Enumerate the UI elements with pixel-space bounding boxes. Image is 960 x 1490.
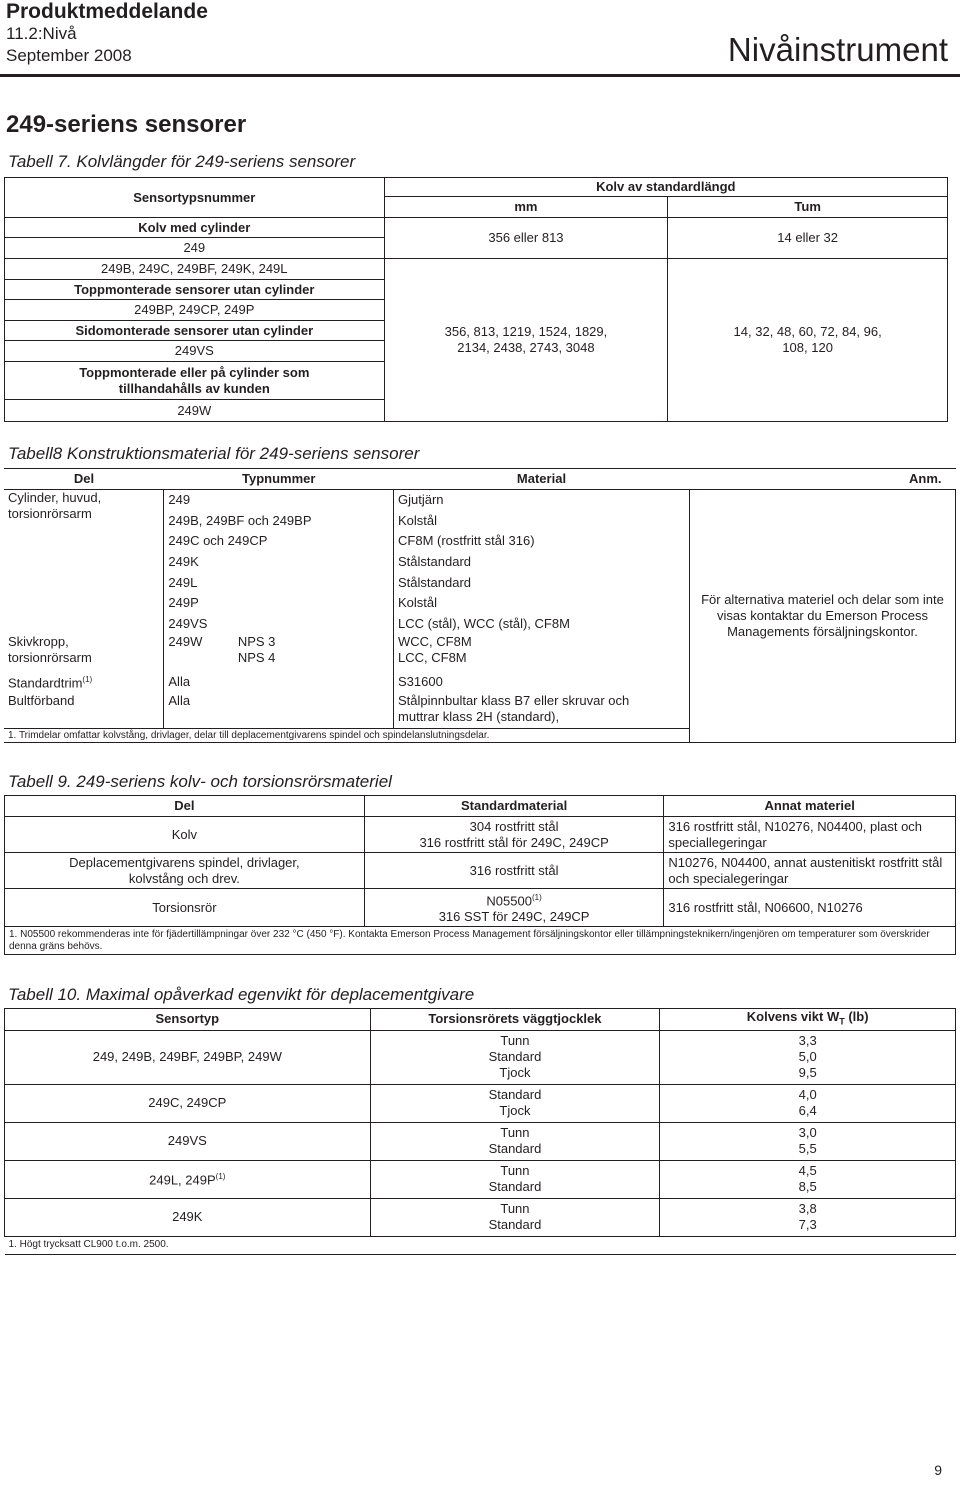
table8-del-bult: Bultförband <box>8 692 75 708</box>
table7-row: 249W <box>5 400 385 422</box>
table8-typ: Alla <box>164 693 394 729</box>
table10-typ: 249L, $249P^{(1)}$ <box>5 1160 371 1198</box>
table9-caption: Tabell 9. 249-seriens kolv- och torsionsrörsmateriel <box>8 772 392 791</box>
table8-typ: Alla <box>164 672 394 693</box>
table10-vikt: 4,5 8,5 <box>660 1160 956 1198</box>
table10-typ: 249C, 249CP <box>5 1084 371 1122</box>
table8-head-del: Del <box>73 471 95 486</box>
table10-caption: Tabell 10. Maximal opåverkad egenvikt för deplacementgivare <box>8 985 475 1004</box>
table8-material: Stålstandard <box>394 573 690 593</box>
table8 <box>4 468 956 743</box>
table10-typ: 249, 249B, 249BF, 249BP, 249W <box>5 1030 371 1084</box>
table10-vikt: 3,3 5,0 9,5 <box>660 1030 956 1084</box>
table7-in-2: 14, 32, 48, 60, 72, 84, 96, 108, 120 <box>668 259 948 422</box>
page-number: 9 <box>934 1462 942 1478</box>
table10-tjocklek: Tunn Standard <box>370 1122 660 1160</box>
table8-material-249w: WCC, CF8M LCC, CF8M <box>394 634 690 672</box>
table7-group-label: Sidomonterade sensorer utan cylinder <box>5 321 385 341</box>
table9-annat: 316 rostfritt stål, N10276, N04400, plast och speciallegeringar <box>664 817 956 853</box>
table7-caption: Tabell 7. Kolvlängder för 249-seriens sensorer <box>8 152 356 171</box>
table8-typ: 249 <box>164 490 394 511</box>
table8-typ: 249C och 249CP <box>164 531 394 552</box>
table9-annat: N10276, N04400, annat austenitiskt rostfritt stål och specialegeringar <box>664 853 956 889</box>
table7-head-sensortype: Sensortypsnummer <box>5 178 385 218</box>
table8-typ: 249B, 249BF och 249BP <box>164 511 394 531</box>
table8-typ: 249L <box>164 573 394 593</box>
table9-head-annat: Annat materiel <box>664 796 956 817</box>
table8-material: Stålstandard <box>394 552 690 573</box>
table8-head-typ: Typnummer <box>241 471 316 486</box>
table9 <box>4 795 956 955</box>
table7-row: 249 <box>5 238 385 259</box>
header-rule <box>0 74 960 77</box>
table7-row: 249B, 249C, 249BF, 249K, 249L <box>5 259 385 280</box>
table10-tjocklek: Tunn Standard <box>370 1198 660 1236</box>
table9-std: N05500$^{(1)}$ 316 SST för 249C, 249CP <box>364 889 664 927</box>
table8-material: S31600 <box>394 672 690 693</box>
table8-material: Kolstål <box>394 593 690 614</box>
table8-material: Gjutjärn <box>394 490 690 511</box>
table8-caption: Tabell8 Konstruktionsmaterial för 249-seriens sensorer <box>8 444 420 463</box>
table10 <box>4 1008 956 1255</box>
table8-material: LCC (stål), WCC (stål), CF8M <box>394 614 690 634</box>
table10-vikt: 3,8 7,3 <box>660 1198 956 1236</box>
table8-typ: 249VS <box>164 614 394 634</box>
table8-head-material: Material <box>516 471 567 486</box>
table8-material: Kolstål <box>394 511 690 531</box>
table10-tjocklek: Tunn Standard Tjock <box>370 1030 660 1084</box>
table8-material: Stålpinnbultar klass B7 eller skruvar och muttrar klass 2H (standard), <box>394 693 690 729</box>
table7 <box>4 177 948 422</box>
table7-head-in: Tum <box>668 197 948 218</box>
table9-del: Kolv <box>5 817 365 853</box>
page-heading: 249-seriens sensorer <box>6 111 247 138</box>
table10-typ: 249K <box>5 1198 371 1236</box>
table10-head-vikt: Kolvens vikt $W_T$ (lb) <box>660 1009 956 1031</box>
table8-del-cylinder: Cylinder, huvud, torsionrörsarm <box>8 490 102 521</box>
table9-annat: 316 rostfritt stål, N06600, N10276 <box>664 889 956 927</box>
document-type: Produktmeddelande <box>6 0 208 23</box>
table9-del: Torsionsrör <box>5 889 365 927</box>
table9-head-del: Del <box>5 796 365 817</box>
table8-footnote: 1. Trimdelar omfattar kolvstång, drivlager, delar till deplacementgivarens spindel och spindelanslutningsdelar. <box>4 729 689 743</box>
table8-typ-249w: 249W <box>164 634 234 672</box>
table7-row: 249VS <box>5 341 385 362</box>
table8-material: CF8M (rostfritt stål 316) <box>394 531 690 552</box>
table7-mm-1: 356 eller 813 <box>384 218 668 259</box>
table10-vikt: 4,0 6,4 <box>660 1084 956 1122</box>
table7-group-label: Toppmonterade eller på cylinder som tillhandahålls av kunden <box>5 362 385 400</box>
product-title: Nivåinstrument <box>727 31 948 68</box>
table8-del-skivkropp: Skivkropp, torsionrörsarm <box>8 633 92 665</box>
table9-head-std: Standardmaterial <box>364 796 664 817</box>
table8-typ: 249P <box>164 593 394 614</box>
table7-row: 249BP, 249CP, 249P <box>5 300 385 321</box>
table10-typ: 249VS <box>5 1122 371 1160</box>
table8-nps: NPS 3 NPS 4 <box>237 633 276 665</box>
table10-head-tjocklek: Torsionsrörets väggtjocklek <box>370 1009 660 1031</box>
table7-group-label: Toppmonterade sensorer utan cylinder <box>5 280 385 300</box>
table7-group-label: Kolv med cylinder <box>5 218 385 238</box>
table7-in-1: 14 eller 32 <box>668 218 948 259</box>
table10-head-typ: Sensortyp <box>5 1009 371 1031</box>
table8-anm: För alternativa materiel och delar som inte visas kontaktar du Emerson Process Managements försäljningskontor. <box>689 490 955 743</box>
table9-std: 304 rostfritt stål 316 rostfritt stål för 249C, 249CP <box>364 817 664 853</box>
table9-del: Deplacementgivarens spindel, drivlager, kolvstång och drev. <box>5 853 365 889</box>
table8-del-trim: Standardtrim$^{(1)}$ <box>8 675 93 691</box>
table9-footnote: 1. N05500 rekommenderas inte för fjädertillämpningar över 232 °C (450 °F). Kontakta Emerson Process Management försäljningskontor eller tillämpningsteknikern/ingenjören om temperaturer som överskrider denna gräns behövs. <box>5 927 956 955</box>
table7-head-mm: mm <box>384 197 668 218</box>
table7-head-group: Kolv av standardlängd <box>384 178 947 197</box>
table8-head-anm: Anm. <box>909 471 942 486</box>
publication-date: September 2008 <box>6 46 132 65</box>
table8-typ: 249K <box>164 552 394 573</box>
table10-tjocklek: Tunn Standard <box>370 1160 660 1198</box>
table10-footnote: 1. Högt trycksatt CL900 t.o.m. 2500. <box>5 1236 956 1254</box>
section-number: 11.2:Nivå <box>6 24 77 43</box>
table10-vikt: 3,0 5,5 <box>660 1122 956 1160</box>
table9-std: 316 rostfritt stål <box>364 853 664 889</box>
table10-tjocklek: Standard Tjock <box>370 1084 660 1122</box>
table7-mm-2: 356, 813, 1219, 1524, 1829, 2134, 2438, 2743, 3048 <box>384 259 668 422</box>
